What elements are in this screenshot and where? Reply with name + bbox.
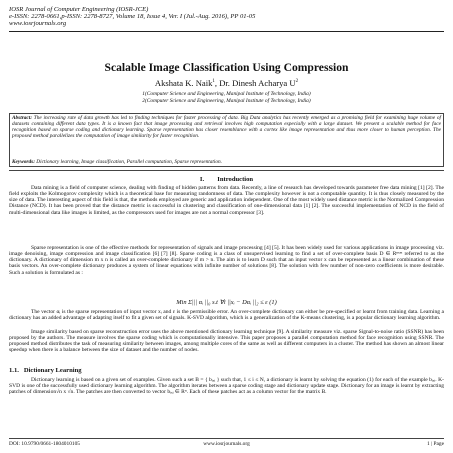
dictionary-paragraph-1: Dictionary learning is based on a given set of examples. Given such a set B = { bᵢₓᵢ } such that, 1 ≤ i ≤ N, a dictionary is learnt by solving the equation (1) for each of the example bᵢₓᵢ. K-SVD is one of the successfully used dictionary learning algorithm. The algorithm iterates between a sparse coding stage and dictionary update stage. Dictionary for an image is learnt by extracting patches of dimension√n x √n. The patches are then converted to vector bᵢₓᵢ ∈ Rⁿ. Each of these patches act as a column vector for the matrix B. <box>9 377 444 396</box>
journal-header <box>9 6 255 27</box>
intro-paragraph-3: The vector αᵢ is the sparse representation of input vector xᵢ and ε is the permissible error. An over-complete dictionary can either be pre-specified or learnt from training data. Learning a dictionary has an added advantage of adapting itself to fit a given set of signals. K-SVD algorithm, which is a generalization of the K-means clustering, is a popular dictionary learning algorithm. <box>9 309 444 322</box>
affiliation-2: 2(Computer Science and Engineering, Manipal Institute of Technology, India) <box>142 97 311 104</box>
author-line <box>0 78 453 88</box>
author-2: , Dr. Dinesh Acharya U <box>214 78 296 88</box>
intro-paragraph-1: Data mining is a field of computer science, dealing with finding of hidden patterns from data. Recently, a line of research has developed towards parameter free data mining [1] [2]. The field exploits the Kolmogorov complexity which is a theoretical base for measuring randomness of data. The complexity however is not a computable quantity. It is thus closely measured by the size of data. The interesting aspect of this field is that, the methods employed are generic and application independent. One of the most widely used distance metric is the Normalized Compression Distance (NCD). It has been proved that the distance metric is successful in clustering and classification of one-dimensional data [1] [2]. The successful implementation of NCD in the field of multi-dimensional data like images is limited, as the compressors used for images are not a normal compressor [3]. <box>9 185 444 216</box>
footer-website[interactable]: www.iosrjournals.org <box>203 441 250 447</box>
footer-doi: DOI: 10.9790/0661-1804010105 <box>9 441 80 447</box>
keywords <box>12 159 441 165</box>
keywords-label: Keywords: <box>12 159 35 165</box>
subsection-heading-dictionary-learning: 1.1. Dictionary Learning <box>9 367 82 374</box>
journal-website: www.iosrjournals.org <box>9 20 67 27</box>
paper-title: Scalable Image Classification Using Compression <box>104 61 349 74</box>
journal-name: IOSR Journal of Computer Engineering (IOSR-JCE) <box>9 6 149 13</box>
abstract-divider <box>9 170 444 171</box>
affiliations <box>0 91 453 104</box>
abstract-label: Abstract: <box>12 115 33 121</box>
header-divider <box>9 31 444 32</box>
author-1: Akshata K. Naik <box>154 78 213 88</box>
keywords-text: Dictionary learning, Image classification, Parallel computation, Sparse representation. <box>34 159 222 165</box>
footer-divider <box>9 438 444 439</box>
author-2-sup: 2 <box>295 79 299 85</box>
intro-paragraph-4: Image similarity based on sparse reconstruction error uses the above mentioned dictionary learning technique [9]. A similarity measure viz. sparse Signal-to-noise ratio (SSNR) has been proposed by the authors. The measure involves the sparse coding which is computationally intensive. This paper proposes a parallel computation method for face recognition using SSNR. The proposed method distributes the task of measuring similarity between images, among multiple cores of the same as well as different computers in a cluster. The method has shown an almost linear speedup when there is a balance between the size of dataset and the number of nodes. <box>9 329 444 354</box>
abstract <box>12 115 441 139</box>
intro-paragraph-2: Sparse representation is one of the effective methods for representation of signals and image processing [4] [5]. It has been widely used for various applications in image processing viz. image denoising, image compression and image classification [6] [7] [8]. Sparse coding is a class of unsupervised learning to find a set of over-complete basis D ∈ Rⁿˣᵐ referred to as the dictionary. A dictionary of dimension m x n is called an over-complete dictionary if m > n. The aim is to learn D such that an input vector x can be represented as a linear combination of these basis vectors. An over-complete dictionary produces a system of linear equations with infinite number of solutions [8]. The solution with few number of non-zero coefficients is more desirable. Such a solution is formulated as : <box>9 245 444 276</box>
section-heading-introduction: I. Introduction <box>199 176 254 183</box>
affiliation-1: 1(Computer Science and Engineering, Manipal Institute of Technology, India) <box>142 91 311 97</box>
author-1-sup: 1 <box>212 79 215 85</box>
equation-1: Min Σ||| αᵢ ||₀ s.t ∀i ||xᵢ − Dαᵢ ||₂ ≤ ε (1) <box>176 299 277 306</box>
footer-page-number: 1 | Page <box>427 441 444 447</box>
journal-issn: e-ISSN: 2278-0661,p-ISSN: 2278-8727, Volume 18, Issue 4, Ver. I (Jul.-Aug. 2016), PP 01-05 <box>9 13 256 20</box>
abstract-text: The increasing rate of data growth has led to finding techniques for faster processing of data. Big Data analytics has recently emerged as a promising field for examining huge volume of datasets containing different data types. It is a known fact that image processing and retrieval involves high computation especially with a large dataset. We present a scalable method for face recognition based on sparse coding and dictionary learning. Sparse representation has closer resemblance with a cortex like image representation and thus more closer to human perception. The proposed method parallelizes the computation of image similarity for faster recognition. <box>12 115 441 140</box>
